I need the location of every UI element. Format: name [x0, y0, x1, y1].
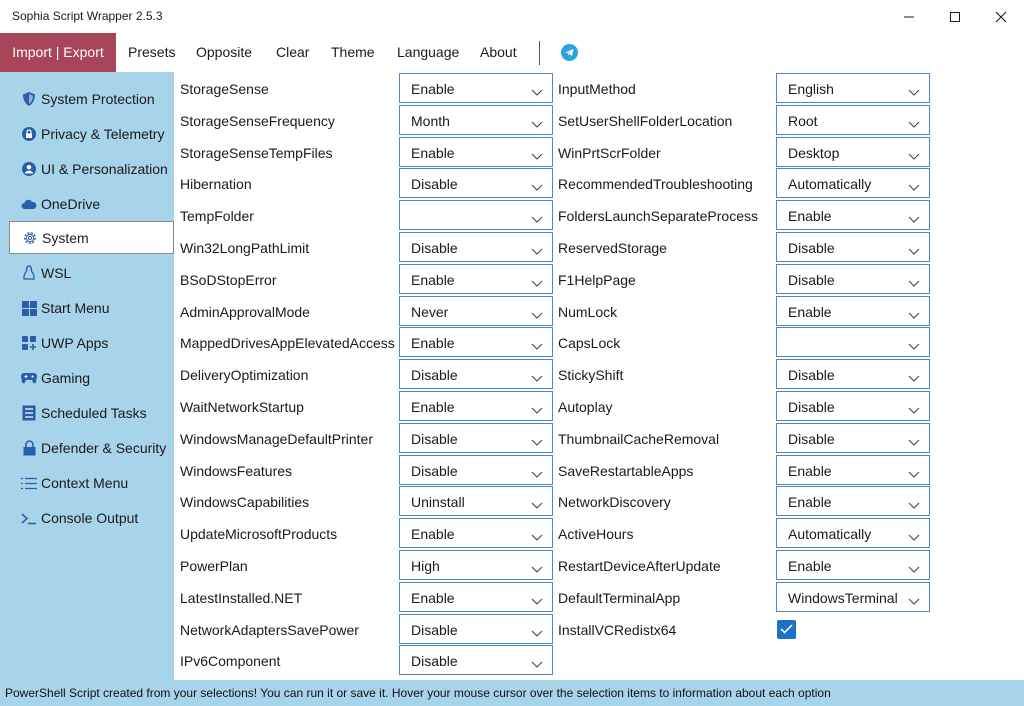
minimize-button[interactable] — [886, 0, 932, 33]
setting-label-thumbnailcacheremoval: ThumbnailCacheRemoval — [558, 430, 720, 447]
menu-divider — [539, 41, 540, 65]
dropdown-value: Disable — [788, 430, 835, 447]
setting-label-latestinstalled-net: LatestInstalled.NET — [180, 589, 303, 606]
dropdown-adminapprovalmode[interactable] — [399, 296, 553, 326]
dropdown-value: Enable — [788, 462, 832, 479]
sidebar-item-uwp-apps[interactable] — [9, 327, 174, 359]
chevron-down-icon — [531, 370, 543, 386]
chevron-down-icon — [908, 561, 920, 577]
setting-label-networkadapterssavepower: NetworkAdaptersSavePower — [180, 621, 359, 638]
dropdown-value: Enable — [788, 208, 832, 225]
chevron-down-icon — [531, 116, 543, 132]
dropdown-storagesense[interactable] — [399, 73, 553, 103]
dropdown-restartdeviceafterupdate[interactable] — [776, 550, 930, 580]
dropdown-tempfolder[interactable] — [399, 200, 553, 230]
setting-label-restartdeviceafterupdate: RestartDeviceAfterUpdate — [558, 558, 721, 574]
shield-icon — [19, 89, 39, 109]
gear-icon — [20, 228, 40, 248]
setting-label-win32longpathlimit: Win32LongPathLimit — [180, 240, 310, 256]
chevron-down-icon — [531, 466, 543, 482]
checkmark-icon — [780, 624, 793, 634]
chevron-down-icon — [531, 529, 543, 545]
terminal-icon — [19, 508, 39, 528]
setting-label-folderslaunchseparateprocess: FoldersLaunchSeparateProcess — [558, 208, 759, 225]
gamepad-icon — [19, 368, 39, 388]
setting-label-inputmethod: InputMethod — [558, 81, 636, 97]
dropdown-latestinstalled-net[interactable] — [399, 582, 553, 612]
sidebar-item-label: Gaming — [41, 370, 91, 386]
dropdown-value: Disable — [411, 462, 458, 479]
dropdown-value: Disable — [411, 367, 458, 384]
setting-label-autoplay: Autoplay — [558, 399, 613, 415]
chevron-down-icon — [531, 561, 543, 577]
dropdown-stickyshift[interactable] — [776, 359, 930, 389]
chevron-down-icon — [531, 338, 543, 354]
setting-label-numlock: NumLock — [558, 303, 618, 320]
dropdown-value: Disable — [411, 653, 458, 670]
chevron-down-icon — [908, 529, 920, 545]
dropdown-value: Uninstall — [411, 494, 465, 511]
dropdown-windowsmanagedefaultprinter[interactable] — [399, 423, 553, 453]
setting-label-storagesensetempfiles: StorageSenseTempFiles — [180, 144, 333, 161]
sidebar-item-system-protection[interactable] — [9, 83, 174, 115]
setting-label-bsodstoperror: BSoDStopError — [180, 271, 277, 288]
sidebar-item-label: Start Menu — [41, 300, 110, 316]
sidebar-item-label: UWP Apps — [41, 335, 109, 351]
dropdown-windowscapabilities[interactable] — [399, 486, 553, 516]
chevron-down-icon — [908, 211, 920, 227]
dropdown-windowsfeatures[interactable] — [399, 455, 553, 485]
menu-opposite[interactable]: Opposite — [196, 44, 253, 60]
dropdown-value: WindowsTerminal — [788, 589, 898, 606]
dropdown-value: Automatically — [788, 526, 872, 543]
apps-icon — [19, 333, 39, 353]
maximize-icon — [949, 11, 961, 23]
chevron-down-icon — [908, 84, 920, 100]
setting-label-capslock: CapsLock — [558, 335, 621, 352]
chevron-down-icon — [908, 434, 920, 450]
chevron-down-icon — [908, 402, 920, 418]
dropdown-networkadapterssavepower[interactable] — [399, 614, 553, 644]
dropdown-numlock[interactable] — [776, 296, 930, 326]
chevron-down-icon — [531, 148, 543, 164]
setting-label-storagesense: StorageSense — [180, 81, 269, 97]
dropdown-f1helppage[interactable] — [776, 264, 930, 294]
dropdown-value: Disable — [788, 399, 835, 415]
sidebar-item-defender[interactable] — [9, 432, 174, 464]
chevron-down-icon — [908, 116, 920, 132]
dropdown-mappeddrivesappelevatedaccess[interactable] — [399, 327, 553, 357]
dropdown-value: Enable — [788, 494, 832, 511]
setting-label-tempfolder: TempFolder — [180, 208, 254, 225]
dropdown-value: Month — [411, 112, 450, 129]
setting-label-saverestartableapps: SaveRestartableApps — [558, 462, 694, 479]
dropdown-hibernation[interactable] — [399, 168, 553, 198]
setting-label-windowscapabilities: WindowsCapabilities — [180, 494, 310, 511]
chevron-down-icon — [908, 593, 920, 609]
setting-label-networkdiscovery: NetworkDiscovery — [558, 494, 671, 511]
setting-label-windowsmanagedefaultprinter: WindowsManageDefaultPrinter — [180, 430, 373, 447]
menu-clear[interactable]: Clear — [276, 44, 310, 60]
user-icon — [19, 159, 39, 179]
dropdown-win32longpathlimit[interactable] — [399, 232, 553, 262]
menu-bar — [0, 33, 1024, 72]
dropdown-value: Disable — [788, 367, 835, 384]
dropdown-defaultterminalapp[interactable] — [776, 582, 930, 612]
sidebar-item-gaming[interactable] — [9, 362, 174, 394]
setting-label-f1helppage: F1HelpPage — [558, 271, 636, 288]
chevron-down-icon — [908, 466, 920, 482]
setting-label-winprtscrfolder: WinPrtScrFolder — [558, 144, 661, 161]
windows-icon — [19, 298, 39, 318]
chevron-down-icon — [531, 179, 543, 195]
cloud-icon — [19, 194, 39, 214]
dropdown-value: Root — [788, 112, 818, 129]
title-bar — [0, 0, 1024, 33]
chevron-down-icon — [531, 593, 543, 609]
lock-icon — [19, 124, 39, 144]
sidebar-item-label: OneDrive — [41, 196, 101, 212]
dropdown-reservedstorage[interactable] — [776, 232, 930, 262]
dropdown-updatemicrosoftproducts[interactable] — [399, 518, 553, 548]
setting-label-ipv6component: IPv6Component — [180, 653, 281, 670]
menu-presets[interactable]: Presets — [128, 44, 176, 60]
sidebar-item-context-menu[interactable] — [9, 467, 174, 499]
close-button[interactable] — [978, 0, 1024, 33]
setting-label-adminapprovalmode: AdminApprovalMode — [180, 303, 310, 320]
dropdown-inputmethod[interactable] — [776, 73, 930, 103]
dropdown-value: Never — [411, 303, 449, 320]
menu-import-export[interactable]: Import | Export — [0, 33, 116, 72]
dropdown-value: Enable — [411, 81, 455, 97]
setting-label-defaultterminalapp: DefaultTerminalApp — [558, 589, 681, 606]
dropdown-thumbnailcacheremoval[interactable] — [776, 423, 930, 453]
dropdown-value: Disable — [411, 430, 458, 447]
dropdown-winprtscrfolder[interactable] — [776, 137, 930, 167]
chevron-down-icon — [908, 243, 920, 259]
dropdown-value: Disable — [411, 176, 458, 193]
sidebar-item-label: System — [42, 229, 89, 246]
setting-label-recommendedtroubleshooting: RecommendedTroubleshooting — [558, 176, 753, 193]
setting-label-storagesensefrequency: StorageSenseFrequency — [180, 112, 335, 129]
dropdown-value: Automatically — [788, 176, 872, 193]
chevron-down-icon — [908, 338, 920, 354]
sidebar-item-ui-personalization[interactable] — [9, 153, 174, 185]
sidebar-item-scheduled-tasks[interactable] — [9, 397, 174, 429]
dropdown-value: Enable — [788, 303, 832, 320]
setting-label-deliveryoptimization: DeliveryOptimization — [180, 367, 309, 384]
dropdown-waitnetworkstartup[interactable] — [399, 391, 553, 421]
chevron-down-icon — [531, 84, 543, 100]
dropdown-saverestartableapps[interactable] — [776, 455, 930, 485]
dropdown-value: Enable — [411, 589, 455, 606]
dropdown-value: Enable — [788, 558, 832, 574]
setting-label-updatemicrosoftproducts: UpdateMicrosoftProducts — [180, 526, 338, 543]
chevron-down-icon — [908, 179, 920, 195]
maximize-button[interactable] — [932, 0, 978, 33]
dropdown-recommendedtroubleshooting[interactable] — [776, 168, 930, 198]
dropdown-autoplay[interactable] — [776, 391, 930, 421]
menu-language[interactable]: Language — [397, 44, 460, 60]
sidebar-item-label: Privacy & Telemetry — [41, 126, 165, 142]
minimize-icon — [903, 11, 915, 23]
setting-label-activehours: ActiveHours — [558, 526, 634, 543]
dropdown-bsodstoperror[interactable] — [399, 264, 553, 294]
linux-icon — [19, 263, 39, 283]
setting-label-windowsfeatures: WindowsFeatures — [180, 462, 293, 479]
dropdown-deliveryoptimization[interactable] — [399, 359, 553, 389]
list-icon — [19, 473, 39, 493]
chevron-down-icon — [908, 497, 920, 513]
sidebar-item-label: WSL — [41, 265, 72, 281]
padlock-icon — [19, 438, 39, 458]
sidebar-item-privacy[interactable] — [9, 118, 174, 150]
setting-label-stickyshift: StickyShift — [558, 367, 624, 384]
dropdown-value: Enable — [411, 335, 455, 352]
dropdown-folderslaunchseparateprocess[interactable] — [776, 200, 930, 230]
sidebar-item-start-menu[interactable] — [9, 292, 174, 324]
dropdown-setusershellfolderlocation[interactable] — [776, 105, 930, 135]
settings-panel — [174, 72, 1024, 680]
close-icon — [995, 11, 1007, 23]
sidebar-item-system[interactable] — [9, 221, 174, 254]
setting-label-hibernation: Hibernation — [180, 176, 252, 193]
sidebar-item-label: Defender & Security — [41, 440, 167, 456]
dropdown-value: Desktop — [788, 144, 840, 161]
dropdown-capslock[interactable] — [776, 327, 930, 357]
sidebar-item-wsl[interactable] — [9, 257, 174, 289]
sidebar-item-label: Scheduled Tasks — [41, 405, 147, 421]
sidebar-item-console-output[interactable] — [9, 502, 174, 534]
chevron-down-icon — [531, 656, 543, 672]
dropdown-activehours[interactable] — [776, 518, 930, 548]
setting-label-powerplan: PowerPlan — [180, 558, 248, 574]
menu-theme[interactable]: Theme — [331, 44, 375, 60]
dropdown-networkdiscovery[interactable] — [776, 486, 930, 516]
chevron-down-icon — [531, 434, 543, 450]
dropdown-value: Enable — [411, 271, 455, 288]
dropdown-value: High — [411, 558, 440, 574]
chevron-down-icon — [531, 497, 543, 513]
sidebar — [0, 72, 174, 680]
sidebar-item-label: UI & Personalization — [41, 161, 168, 177]
sidebar-item-label: System Protection — [41, 91, 155, 107]
dropdown-powerplan[interactable] — [399, 550, 553, 580]
dropdown-value: Disable — [788, 271, 835, 288]
chevron-down-icon — [908, 148, 920, 164]
dropdown-value: Enable — [411, 144, 455, 161]
chevron-down-icon — [908, 307, 920, 323]
dropdown-value: Enable — [411, 399, 455, 415]
chevron-down-icon — [531, 275, 543, 291]
checkbox-installvcredistx64[interactable] — [777, 620, 796, 639]
chevron-down-icon — [908, 275, 920, 291]
setting-label-mappeddrivesappelevatedaccess: MappedDrivesAppElevatedAccess — [180, 335, 395, 352]
setting-label-waitnetworkstartup: WaitNetworkStartup — [180, 399, 304, 415]
dropdown-value: Enable — [411, 526, 455, 543]
window-title: Sophia Script Wrapper 2.5.3 — [12, 9, 163, 23]
status-bar: PowerShell Script created from your selections! You can run it or save it. Hover your mouse cursor over the selection items to information about each option — [0, 680, 1024, 706]
telegram-icon[interactable] — [561, 44, 578, 61]
chevron-down-icon — [531, 243, 543, 259]
chevron-down-icon — [531, 625, 543, 641]
dropdown-value: Disable — [411, 621, 458, 638]
sidebar-item-onedrive[interactable] — [9, 188, 174, 220]
tasks-icon — [19, 403, 39, 423]
menu-about[interactable]: About — [480, 44, 517, 60]
sidebar-item-label: Console Output — [41, 510, 139, 526]
dropdown-value: Disable — [788, 240, 835, 256]
chevron-down-icon — [908, 370, 920, 386]
dropdown-ipv6component[interactable] — [399, 645, 553, 675]
dropdown-storagesensetempfiles[interactable] — [399, 137, 553, 167]
dropdown-storagesensefrequency[interactable] — [399, 105, 553, 135]
setting-label-reservedstorage: ReservedStorage — [558, 240, 667, 256]
chevron-down-icon — [531, 211, 543, 227]
sidebar-item-label: Context Menu — [41, 475, 129, 491]
dropdown-value: English — [788, 81, 834, 97]
dropdown-value: Disable — [411, 240, 458, 256]
setting-label-installvcredistx64: InstallVCRedistx64 — [558, 621, 677, 638]
chevron-down-icon — [531, 402, 543, 418]
chevron-down-icon — [531, 307, 543, 323]
setting-label-setusershellfolderlocation: SetUserShellFolderLocation — [558, 112, 733, 129]
